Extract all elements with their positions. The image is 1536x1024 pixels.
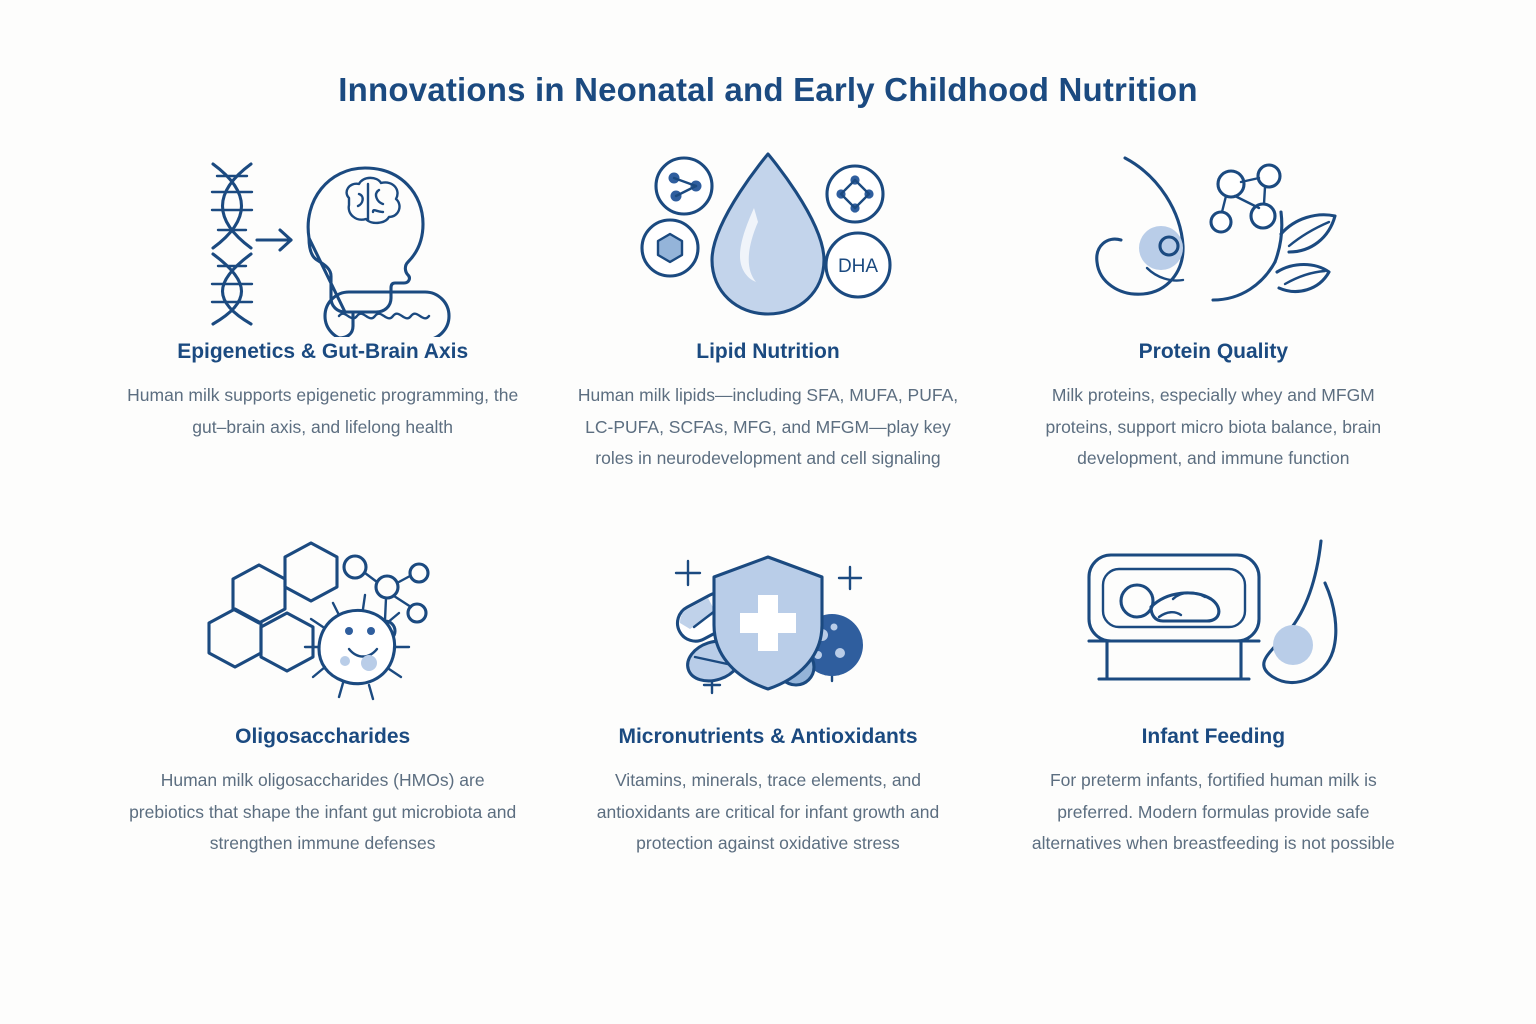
card-lipid-nutrition (553, 142, 982, 527)
hexagon-microbe-icon (173, 527, 473, 722)
card-infant-feeding (999, 527, 1428, 912)
card-protein-quality (999, 142, 1428, 527)
microbe (305, 595, 409, 699)
molecule-badge-top-left (656, 158, 712, 214)
dna-brain-gut-icon (173, 142, 473, 337)
card-title: Protein Quality (1138, 340, 1288, 364)
baby-figure (1121, 585, 1219, 621)
hexagon-badge-bottom-left (642, 220, 698, 276)
lipid-droplet-icon (618, 142, 918, 337)
dna-helix (212, 164, 252, 324)
card-title: Micronutrients & Antioxidants (618, 725, 918, 749)
molecule-badge-top-right (827, 166, 883, 222)
card-title: Epigenetics & Gut-Brain Axis (177, 340, 469, 364)
card-epigenetics (108, 142, 537, 527)
breast-outline (1264, 541, 1336, 683)
card-title: Oligosaccharides (235, 725, 411, 749)
card-title: Infant Feeding (1141, 725, 1286, 749)
card-micronutrients (553, 527, 982, 912)
head-profile (308, 168, 423, 312)
incubator (1089, 555, 1259, 679)
card-description: Vitamins, minerals, trace elements, and antioxidants are critical for infant growth and protection against oxidative stress (596, 770, 940, 853)
breast-outline (1097, 158, 1183, 294)
card-oligosaccharides (108, 527, 537, 912)
card-description: Human milk supports epigenetic programming, the gut–brain axis, and lifelong health (127, 385, 519, 437)
gut-intestine (325, 292, 449, 337)
arrow-right (257, 230, 291, 250)
protein-molecule (1211, 165, 1280, 232)
card-description: Human milk oligosaccharides (HMOs) are prebiotics that shape the infant gut microbiota and strengthen immune defenses (129, 770, 517, 853)
breast-protein-leaf-icon (1063, 142, 1363, 337)
dha-label: DHA (837, 256, 879, 278)
card-title: Lipid Nutrition (696, 340, 840, 364)
shield-capsule-icon (618, 527, 918, 722)
page-title: Innovations in Neonatal and Early Childhood Nutrition (338, 71, 1198, 108)
cards-grid (108, 108, 1428, 912)
card-description: Milk proteins, especially whey and MFGM proteins, support micro biota balance, brain development, and immune function (1045, 385, 1382, 468)
milk-droplet (712, 154, 824, 314)
incubator-breast-icon (1063, 527, 1363, 722)
card-description: For preterm infants, fortified human milk is preferred. Modern formulas provide safe alternatives when breastfeeding is not possible (1031, 770, 1395, 853)
dha-badge (826, 233, 890, 297)
card-description: Human milk lipids—including SFA, MUFA, PUFA, LC-PUFA, SCFAs, MFG, and MFGM—play key roles in neurodevelopment and cell signaling (577, 385, 959, 468)
